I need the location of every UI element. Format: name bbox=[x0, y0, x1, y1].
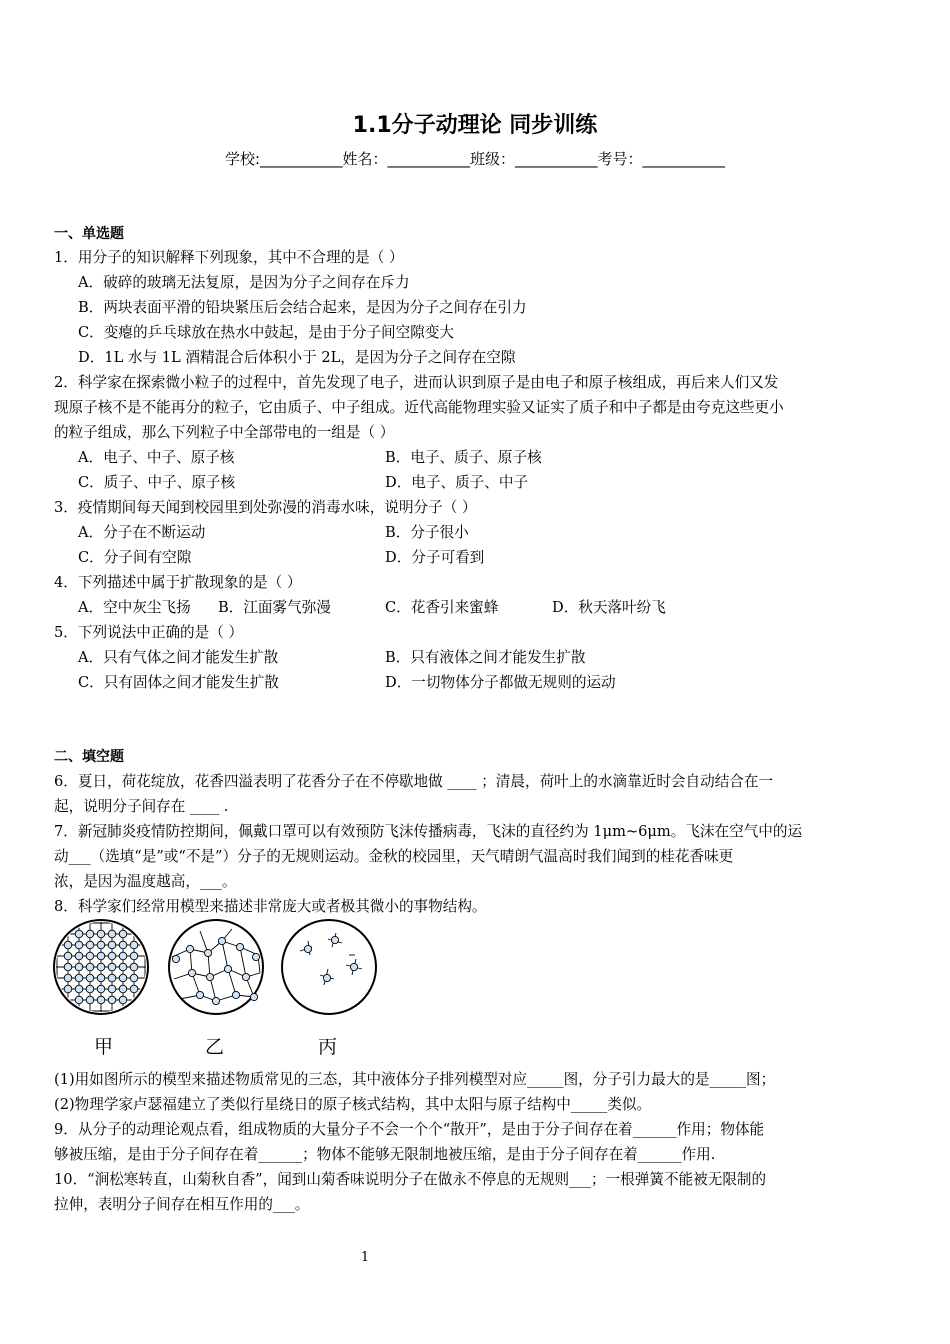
question-5-stem: 5．下列说法中正确的是（ ） bbox=[54, 624, 244, 641]
question-2-line-3: 的粒子组成，那么下列粒子中全部带电的一组是（ ） bbox=[54, 424, 395, 441]
question-5-option-a: A．只有气体之间才能发生扩散 bbox=[78, 649, 279, 666]
question-1-stem: 1．用分子的知识解释下列现象，其中不合理的是（ ） bbox=[54, 249, 404, 266]
figure-label-yi: 乙 bbox=[205, 1036, 225, 1058]
question-4-stem: 4．下列描述中属于扩散现象的是（ ） bbox=[54, 574, 302, 591]
question-3-option-a: A．分子在不断运动 bbox=[78, 524, 206, 541]
question-4-option-a: A．空中灰尘飞扬 bbox=[78, 599, 191, 616]
section-heading-fill-in: 二、填空题 bbox=[54, 749, 124, 765]
question-3-option-b: B．分子很小 bbox=[385, 524, 469, 541]
liquid-model-diagram bbox=[169, 920, 263, 1014]
question-7-line-3: 浓，是因为温度越高，___。 bbox=[54, 873, 237, 890]
question-5-option-d: D．一切物体分子都做无规则的运动 bbox=[385, 674, 616, 691]
question-2-option-d: D．电子、质子、中子 bbox=[385, 474, 529, 491]
solid-model-diagram bbox=[50, 917, 156, 1017]
question-2-line-1: 2．科学家在探索微小粒子的过程中，首先发现了电子，进而认识到原子是由电子和原子核组成，再后来人们又发 bbox=[54, 374, 779, 391]
question-8-subquestion-2: (2)物理学家卢瑟福建立了类似行星绕日的原子核式结构，其中太阳与原子结构中_____类似。 bbox=[54, 1096, 652, 1113]
question-4-option-c: C．花香引来蜜蜂 bbox=[385, 599, 499, 616]
question-6-line-2: 起，说明分子间存在 ____ . bbox=[54, 798, 229, 815]
question-10-line-2: 拉伸，表明分子间存在相互作用的___。 bbox=[54, 1196, 310, 1213]
page-title: 1.1分子动理论 同步训练 bbox=[352, 113, 598, 138]
question-6-line-1: 6．夏日，荷花绽放，花香四溢表明了花香分子在不停歇地做 ____ ；清晨，荷叶上的水滴靠近时会自动结合在一 bbox=[54, 773, 774, 790]
gas-model-diagram bbox=[282, 920, 376, 1014]
question-3-option-d: D．分子可看到 bbox=[385, 549, 485, 566]
question-10-line-1: 10．“涧松寒转直，山菊秋自香”，闻到山菊香味说明分子在做永不停息的无规则___；一根弹簧不能被无限制的 bbox=[54, 1171, 767, 1188]
question-1-option-c: C．变瘪的乒乓球放在热水中鼓起，是由于分子间空隙变大 bbox=[78, 324, 455, 341]
question-5-option-c: C．只有固体之间才能发生扩散 bbox=[78, 674, 279, 691]
question-8-subquestion-1: (1)用如图所示的模型来描述物质常见的三态，其中液体分子排列模型对应_____图，分子引力最大的是_____图； bbox=[54, 1071, 776, 1088]
question-1-option-d: D．1L 水与 1L 酒精混合后体积小于 2L，是因为分子之间存在空隙 bbox=[78, 349, 516, 366]
question-3-option-c: C．分子间有空隙 bbox=[78, 549, 192, 566]
question-4-option-b: B．江面雾气弥漫 bbox=[218, 599, 331, 616]
question-8-stem: 8．科学家们经常用模型来描述非常庞大或者极其微小的事物结构。 bbox=[54, 898, 487, 915]
question-7-line-1: 7．新冠肺炎疫情防控期间，佩戴口罩可以有效预防飞沫传播病毒，飞沫的直径约为 1μm~6μm。飞沫在空气中的运 bbox=[54, 823, 803, 840]
question-2-line-2: 现原子核不是不能再分的粒子，它由质子、中子组成。近代高能物理实验又证实了质子和中子都是由夸克这些更小 bbox=[54, 399, 784, 416]
question-9-line-2: 够被压缩，是由于分子间存在着______；物体不能够无限制地被压缩，是由于分子间存在着______作用. bbox=[54, 1146, 716, 1163]
student-info-line: 学校:___________姓名：___________班级：___________考号：___________ bbox=[224, 150, 726, 168]
question-2-option-c: C．质子、中子、原子核 bbox=[78, 474, 236, 491]
figure-label-bing: 丙 bbox=[318, 1036, 338, 1058]
question-5-option-b: B．只有液体之间才能发生扩散 bbox=[385, 649, 586, 666]
question-9-line-1: 9．从分子的动理论观点看，组成物质的大量分子不会一个个“散开”，是由于分子间存在着______作用；物体能 bbox=[54, 1121, 765, 1138]
question-3-stem: 3．疫情期间每天闻到校园里到处弥漫的消毒水味，说明分子（ ） bbox=[54, 499, 477, 516]
question-4-option-d: D．秋天落叶纷飞 bbox=[552, 599, 666, 616]
question-2-option-a: A．电子、中子、原子核 bbox=[78, 449, 235, 466]
page-number: 1 bbox=[360, 1250, 370, 1265]
molecule-models-figure bbox=[50, 917, 390, 1017]
figure-label-jia: 甲 bbox=[94, 1036, 114, 1058]
question-1-option-a: A．破碎的玻璃无法复原，是因为分子之间存在斥力 bbox=[78, 274, 410, 291]
question-1-option-b: B．两块表面平滑的铅块紧压后会结合起来，是因为分子之间存在引力 bbox=[78, 299, 527, 316]
question-2-option-b: B．电子、质子、原子核 bbox=[385, 449, 542, 466]
section-heading-single-choice: 一、单选题 bbox=[54, 226, 124, 242]
question-7-line-2: 动___（选填“是”或“不是”）分子的无规则运动。金秋的校园里，天气晴朗气温高时我们闻到的桂花香味更 bbox=[54, 848, 734, 865]
